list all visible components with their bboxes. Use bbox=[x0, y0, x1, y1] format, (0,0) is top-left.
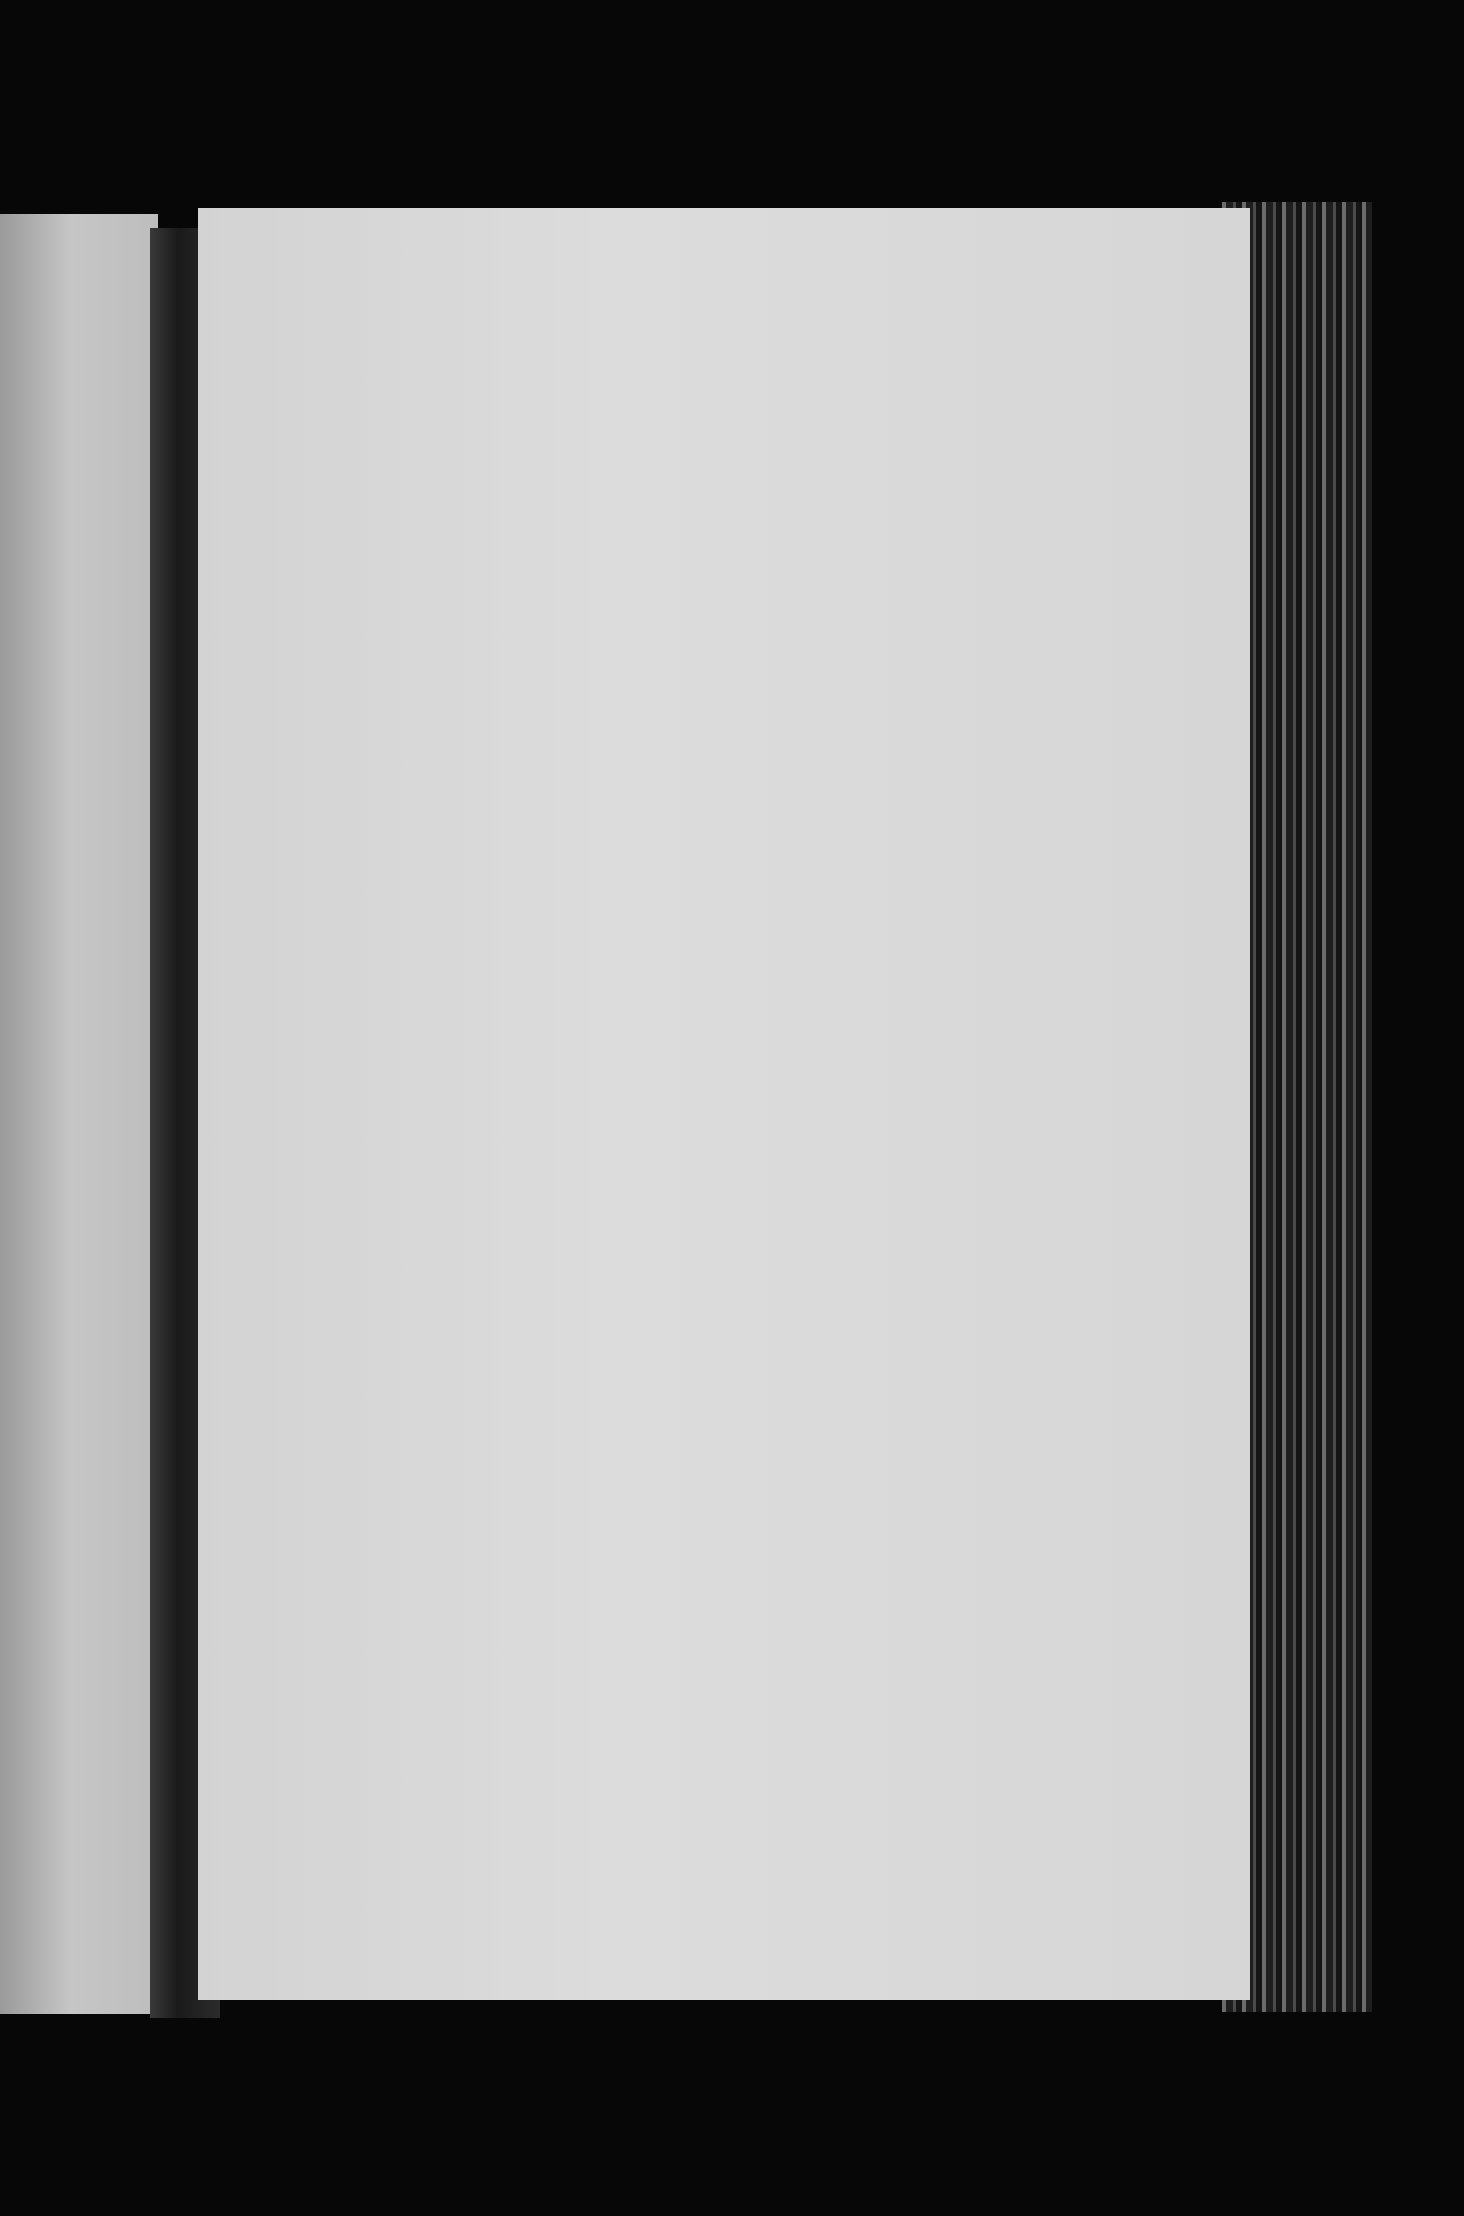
left-page-edge bbox=[0, 214, 158, 2014]
book-page bbox=[198, 208, 1250, 2000]
